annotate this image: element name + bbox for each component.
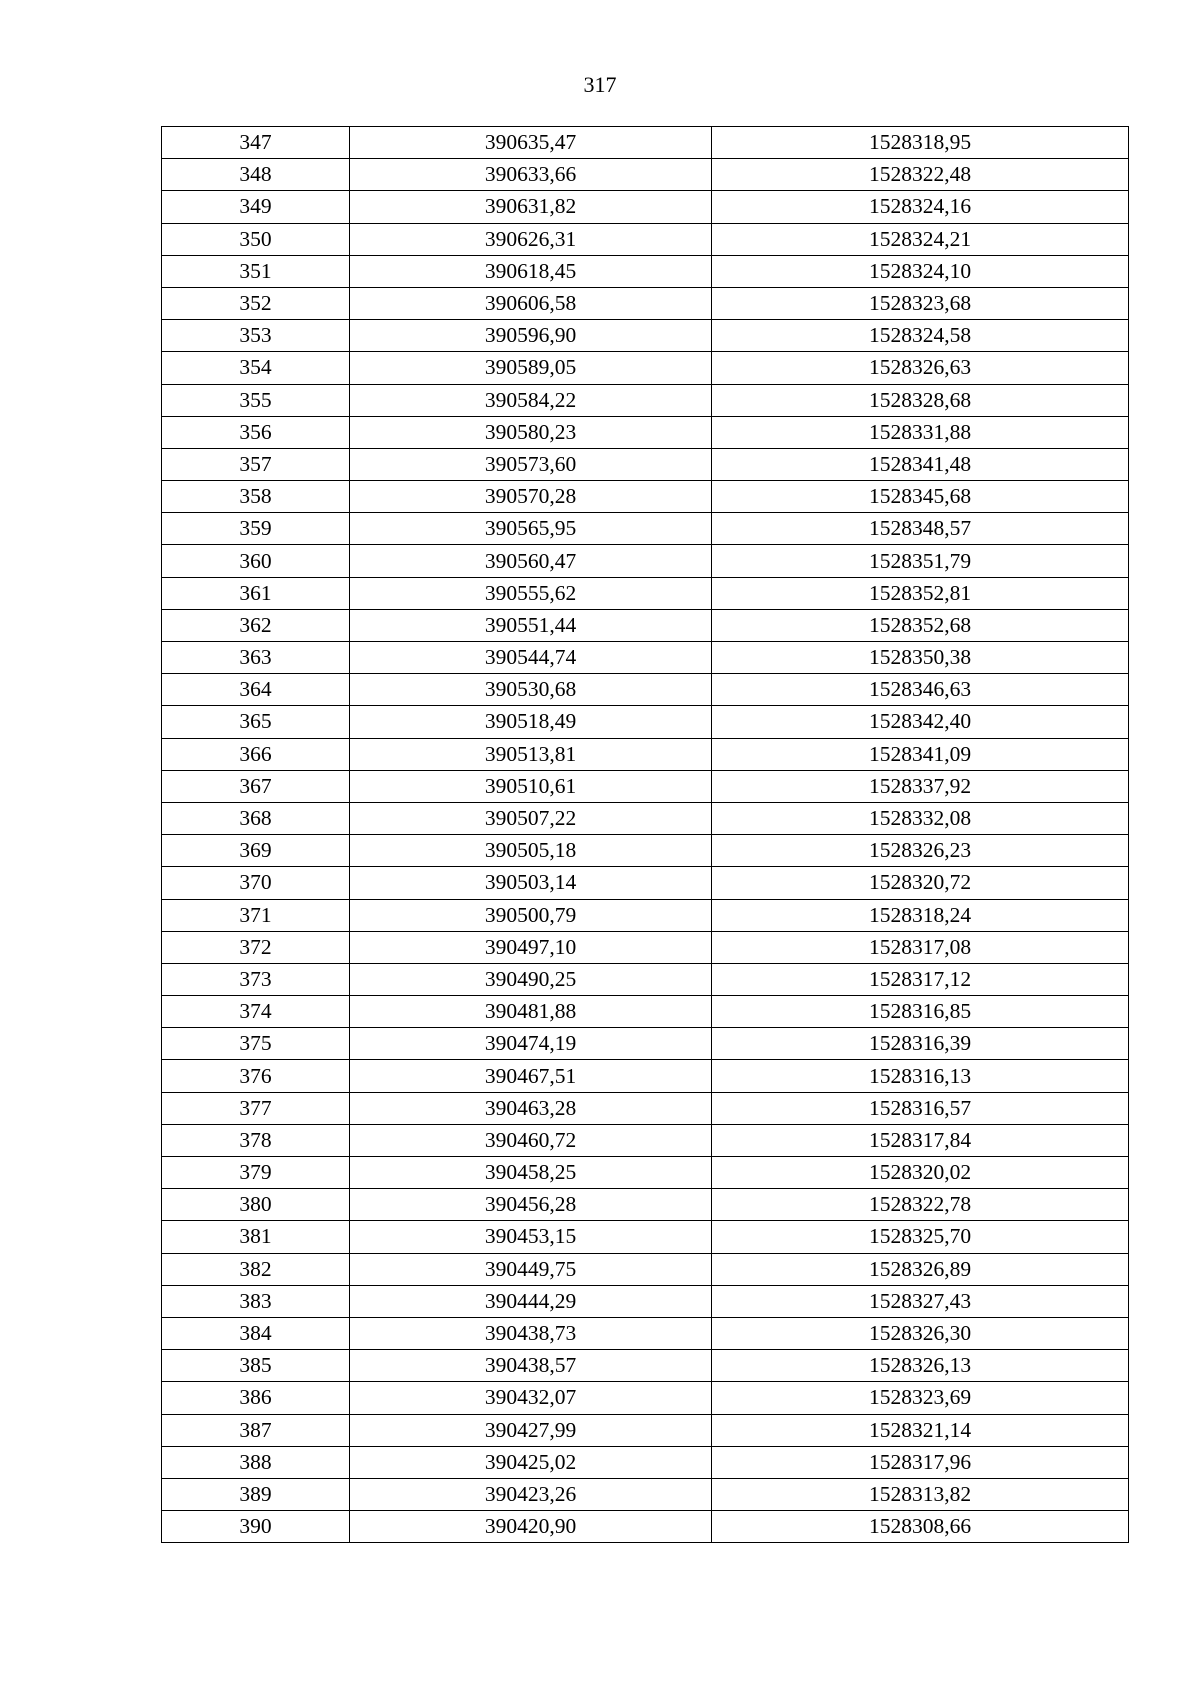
- y-coordinate-cell: 1528327,43: [712, 1285, 1129, 1317]
- point-number-cell: 354: [162, 352, 350, 384]
- x-coordinate-cell: 390584,22: [350, 384, 712, 416]
- x-coordinate-cell: 390463,28: [350, 1092, 712, 1124]
- y-coordinate-cell: 1528326,13: [712, 1350, 1129, 1382]
- table-row: [162, 577, 1129, 609]
- y-coordinate-cell: 1528324,16: [712, 191, 1129, 223]
- y-coordinate-cell: 1528320,72: [712, 867, 1129, 899]
- y-coordinate-cell: 1528326,23: [712, 835, 1129, 867]
- x-coordinate-cell: 390438,73: [350, 1317, 712, 1349]
- point-number-cell: 368: [162, 802, 350, 834]
- point-number-cell: 351: [162, 255, 350, 287]
- point-number-cell: 353: [162, 320, 350, 352]
- point-number-cell: 365: [162, 706, 350, 738]
- y-coordinate-cell: 1528326,63: [712, 352, 1129, 384]
- x-coordinate-cell: 390513,81: [350, 738, 712, 770]
- table-row: [162, 416, 1129, 448]
- y-coordinate-cell: 1528348,57: [712, 513, 1129, 545]
- table-row: [162, 738, 1129, 770]
- point-number-cell: 356: [162, 416, 350, 448]
- table-row: [162, 352, 1129, 384]
- x-coordinate-cell: 390467,51: [350, 1060, 712, 1092]
- table-row: [162, 1285, 1129, 1317]
- x-coordinate-cell: 390438,57: [350, 1350, 712, 1382]
- table-row: [162, 1350, 1129, 1382]
- x-coordinate-cell: 390570,28: [350, 481, 712, 513]
- point-number-cell: 362: [162, 609, 350, 641]
- point-number-cell: 379: [162, 1157, 350, 1189]
- table-row: [162, 384, 1129, 416]
- point-number-cell: 389: [162, 1478, 350, 1510]
- table-row: [162, 1028, 1129, 1060]
- point-number-cell: 372: [162, 931, 350, 963]
- point-number-cell: 384: [162, 1317, 350, 1349]
- coordinates-table-body: [162, 127, 1129, 1543]
- x-coordinate-cell: 390490,25: [350, 963, 712, 995]
- table-row: [162, 1446, 1129, 1478]
- x-coordinate-cell: 390510,61: [350, 770, 712, 802]
- table-row: [162, 1511, 1129, 1543]
- y-coordinate-cell: 1528341,48: [712, 448, 1129, 480]
- y-coordinate-cell: 1528332,08: [712, 802, 1129, 834]
- y-coordinate-cell: 1528350,38: [712, 642, 1129, 674]
- point-number-cell: 387: [162, 1414, 350, 1446]
- point-number-cell: 377: [162, 1092, 350, 1124]
- y-coordinate-cell: 1528316,57: [712, 1092, 1129, 1124]
- point-number-cell: 381: [162, 1221, 350, 1253]
- x-coordinate-cell: 390631,82: [350, 191, 712, 223]
- y-coordinate-cell: 1528326,89: [712, 1253, 1129, 1285]
- x-coordinate-cell: 390551,44: [350, 609, 712, 641]
- x-coordinate-cell: 390423,26: [350, 1478, 712, 1510]
- x-coordinate-cell: 390565,95: [350, 513, 712, 545]
- table-row: [162, 931, 1129, 963]
- table-row: [162, 159, 1129, 191]
- point-number-cell: 357: [162, 448, 350, 480]
- y-coordinate-cell: 1528345,68: [712, 481, 1129, 513]
- x-coordinate-cell: 390507,22: [350, 802, 712, 834]
- table-row: [162, 448, 1129, 480]
- point-number-cell: 378: [162, 1124, 350, 1156]
- table-row: [162, 1317, 1129, 1349]
- point-number-cell: 376: [162, 1060, 350, 1092]
- point-number-cell: 366: [162, 738, 350, 770]
- y-coordinate-cell: 1528322,78: [712, 1189, 1129, 1221]
- coordinates-table: [161, 126, 1129, 1543]
- x-coordinate-cell: 390449,75: [350, 1253, 712, 1285]
- point-number-cell: 386: [162, 1382, 350, 1414]
- x-coordinate-cell: 390596,90: [350, 320, 712, 352]
- point-number-cell: 367: [162, 770, 350, 802]
- x-coordinate-cell: 390589,05: [350, 352, 712, 384]
- table-row: [162, 835, 1129, 867]
- y-coordinate-cell: 1528341,09: [712, 738, 1129, 770]
- y-coordinate-cell: 1528325,70: [712, 1221, 1129, 1253]
- point-number-cell: 390: [162, 1511, 350, 1543]
- table-row: [162, 481, 1129, 513]
- x-coordinate-cell: 390453,15: [350, 1221, 712, 1253]
- x-coordinate-cell: 390432,07: [350, 1382, 712, 1414]
- point-number-cell: 383: [162, 1285, 350, 1317]
- table-row: [162, 1221, 1129, 1253]
- point-number-cell: 382: [162, 1253, 350, 1285]
- x-coordinate-cell: 390555,62: [350, 577, 712, 609]
- table-row: [162, 1092, 1129, 1124]
- x-coordinate-cell: 390618,45: [350, 255, 712, 287]
- table-row: [162, 1060, 1129, 1092]
- x-coordinate-cell: 390635,47: [350, 127, 712, 159]
- table-row: [162, 1478, 1129, 1510]
- x-coordinate-cell: 390460,72: [350, 1124, 712, 1156]
- x-coordinate-cell: 390544,74: [350, 642, 712, 674]
- x-coordinate-cell: 390500,79: [350, 899, 712, 931]
- point-number-cell: 388: [162, 1446, 350, 1478]
- x-coordinate-cell: 390560,47: [350, 545, 712, 577]
- table-row: [162, 996, 1129, 1028]
- x-coordinate-cell: 390425,02: [350, 1446, 712, 1478]
- y-coordinate-cell: 1528351,79: [712, 545, 1129, 577]
- y-coordinate-cell: 1528324,21: [712, 223, 1129, 255]
- table-row: [162, 770, 1129, 802]
- table-row: [162, 674, 1129, 706]
- table-row: [162, 1189, 1129, 1221]
- y-coordinate-cell: 1528313,82: [712, 1478, 1129, 1510]
- point-number-cell: 359: [162, 513, 350, 545]
- y-coordinate-cell: 1528352,81: [712, 577, 1129, 609]
- x-coordinate-cell: 390420,90: [350, 1511, 712, 1543]
- point-number-cell: 369: [162, 835, 350, 867]
- y-coordinate-cell: 1528320,02: [712, 1157, 1129, 1189]
- table-row: [162, 513, 1129, 545]
- table-row: [162, 642, 1129, 674]
- y-coordinate-cell: 1528316,13: [712, 1060, 1129, 1092]
- point-number-cell: 380: [162, 1189, 350, 1221]
- table-row: [162, 127, 1129, 159]
- x-coordinate-cell: 390505,18: [350, 835, 712, 867]
- table-row: [162, 963, 1129, 995]
- y-coordinate-cell: 1528323,69: [712, 1382, 1129, 1414]
- table-row: [162, 867, 1129, 899]
- point-number-cell: 358: [162, 481, 350, 513]
- x-coordinate-cell: 390633,66: [350, 159, 712, 191]
- point-number-cell: 370: [162, 867, 350, 899]
- y-coordinate-cell: 1528324,58: [712, 320, 1129, 352]
- y-coordinate-cell: 1528317,12: [712, 963, 1129, 995]
- x-coordinate-cell: 390606,58: [350, 287, 712, 319]
- table-row: [162, 223, 1129, 255]
- table-row: [162, 1382, 1129, 1414]
- table-row: [162, 191, 1129, 223]
- y-coordinate-cell: 1528318,24: [712, 899, 1129, 931]
- point-number-cell: 349: [162, 191, 350, 223]
- point-number-cell: 374: [162, 996, 350, 1028]
- table-row: [162, 802, 1129, 834]
- y-coordinate-cell: 1528352,68: [712, 609, 1129, 641]
- x-coordinate-cell: 390444,29: [350, 1285, 712, 1317]
- point-number-cell: 361: [162, 577, 350, 609]
- table-row: [162, 1253, 1129, 1285]
- point-number-cell: 350: [162, 223, 350, 255]
- table-row: [162, 1124, 1129, 1156]
- y-coordinate-cell: 1528317,84: [712, 1124, 1129, 1156]
- table-row: [162, 609, 1129, 641]
- y-coordinate-cell: 1528316,85: [712, 996, 1129, 1028]
- y-coordinate-cell: 1528321,14: [712, 1414, 1129, 1446]
- point-number-cell: 348: [162, 159, 350, 191]
- point-number-cell: 373: [162, 963, 350, 995]
- point-number-cell: 363: [162, 642, 350, 674]
- y-coordinate-cell: 1528323,68: [712, 287, 1129, 319]
- table-row: [162, 320, 1129, 352]
- table-row: [162, 706, 1129, 738]
- y-coordinate-cell: 1528346,63: [712, 674, 1129, 706]
- point-number-cell: 385: [162, 1350, 350, 1382]
- x-coordinate-cell: 390481,88: [350, 996, 712, 1028]
- table-row: [162, 1157, 1129, 1189]
- x-coordinate-cell: 390530,68: [350, 674, 712, 706]
- x-coordinate-cell: 390626,31: [350, 223, 712, 255]
- point-number-cell: 364: [162, 674, 350, 706]
- x-coordinate-cell: 390474,19: [350, 1028, 712, 1060]
- y-coordinate-cell: 1528326,30: [712, 1317, 1129, 1349]
- table-row: [162, 255, 1129, 287]
- x-coordinate-cell: 390497,10: [350, 931, 712, 963]
- table-row: [162, 899, 1129, 931]
- y-coordinate-cell: 1528317,96: [712, 1446, 1129, 1478]
- y-coordinate-cell: 1528328,68: [712, 384, 1129, 416]
- x-coordinate-cell: 390427,99: [350, 1414, 712, 1446]
- point-number-cell: 371: [162, 899, 350, 931]
- x-coordinate-cell: 390458,25: [350, 1157, 712, 1189]
- x-coordinate-cell: 390456,28: [350, 1189, 712, 1221]
- point-number-cell: 347: [162, 127, 350, 159]
- x-coordinate-cell: 390518,49: [350, 706, 712, 738]
- x-coordinate-cell: 390580,23: [350, 416, 712, 448]
- x-coordinate-cell: 390573,60: [350, 448, 712, 480]
- table-row: [162, 1414, 1129, 1446]
- point-number-cell: 352: [162, 287, 350, 319]
- y-coordinate-cell: 1528317,08: [712, 931, 1129, 963]
- y-coordinate-cell: 1528308,66: [712, 1511, 1129, 1543]
- x-coordinate-cell: 390503,14: [350, 867, 712, 899]
- table-row: [162, 545, 1129, 577]
- y-coordinate-cell: 1528337,92: [712, 770, 1129, 802]
- y-coordinate-cell: 1528342,40: [712, 706, 1129, 738]
- y-coordinate-cell: 1528318,95: [712, 127, 1129, 159]
- point-number-cell: 375: [162, 1028, 350, 1060]
- point-number-cell: 360: [162, 545, 350, 577]
- table-row: [162, 287, 1129, 319]
- point-number-cell: 355: [162, 384, 350, 416]
- y-coordinate-cell: 1528322,48: [712, 159, 1129, 191]
- y-coordinate-cell: 1528316,39: [712, 1028, 1129, 1060]
- y-coordinate-cell: 1528324,10: [712, 255, 1129, 287]
- y-coordinate-cell: 1528331,88: [712, 416, 1129, 448]
- page-number: 317: [583, 72, 617, 97]
